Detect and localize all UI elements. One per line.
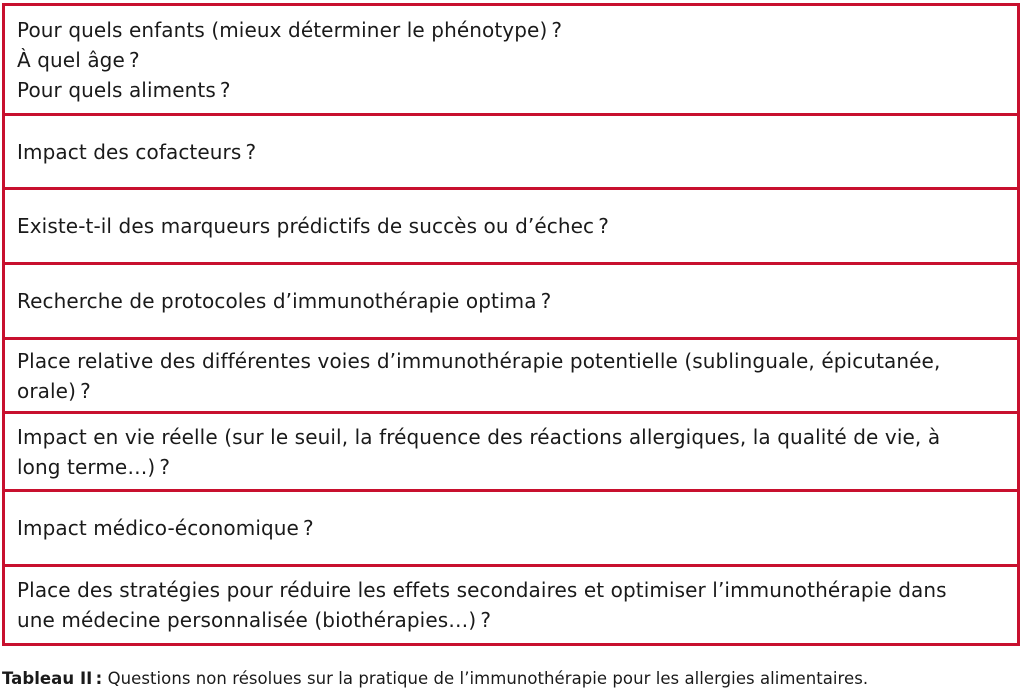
row-text-line: Place relative des différentes voies d’immunothérapie potentielle (sublinguale, épicutanée, [17,348,941,373]
row-text-line: orale) ? [17,378,91,403]
row-text-line: une médecine personnalisée (biothérapies…) ? [17,608,492,632]
table-row-cofactors [2,116,1020,190]
table-row-real-life [2,414,1020,492]
row-text-line: long terme…) ? [17,454,171,479]
table-caption [2,668,868,690]
table-row-phenotype [2,6,1020,116]
row-text-line: Impact médico-économique ? [17,516,314,540]
table-row-protocols [2,265,1020,340]
row-text-line: Impact des cofacteurs ? [17,139,257,164]
table-row-markers [2,190,1020,265]
caption-text: Questions non résolues sur la pratique de l’immunothérapie pour les allergies alimentaires. [102,669,869,688]
questions-table [2,3,1020,646]
row-text-line: Pour quels enfants (mieux déterminer le phénotype) ? [17,17,563,42]
row-text-line: Existe-t-il des marqueurs prédictifs de succès ou d’échec ? [17,214,609,238]
table-row-economic [2,492,1020,567]
row-text-line: Place des stratégies pour réduire les effets secondaires et optimiser l’immunothérapie dans [17,578,947,602]
row-text-line: Recherche de protocoles d’immunothérapie optima ? [17,289,552,313]
caption-label: Tableau II : [2,669,103,688]
row-text-line: Impact en vie réelle (sur le seuil, la fréquence des réactions allergiques, la qualité de vie, à [17,424,941,449]
table-row-strategies [2,567,1020,646]
row-text-line: À quel âge ? [17,47,140,72]
row-text-line: Pour quels aliments ? [17,77,231,102]
table-row-routes [2,340,1020,414]
